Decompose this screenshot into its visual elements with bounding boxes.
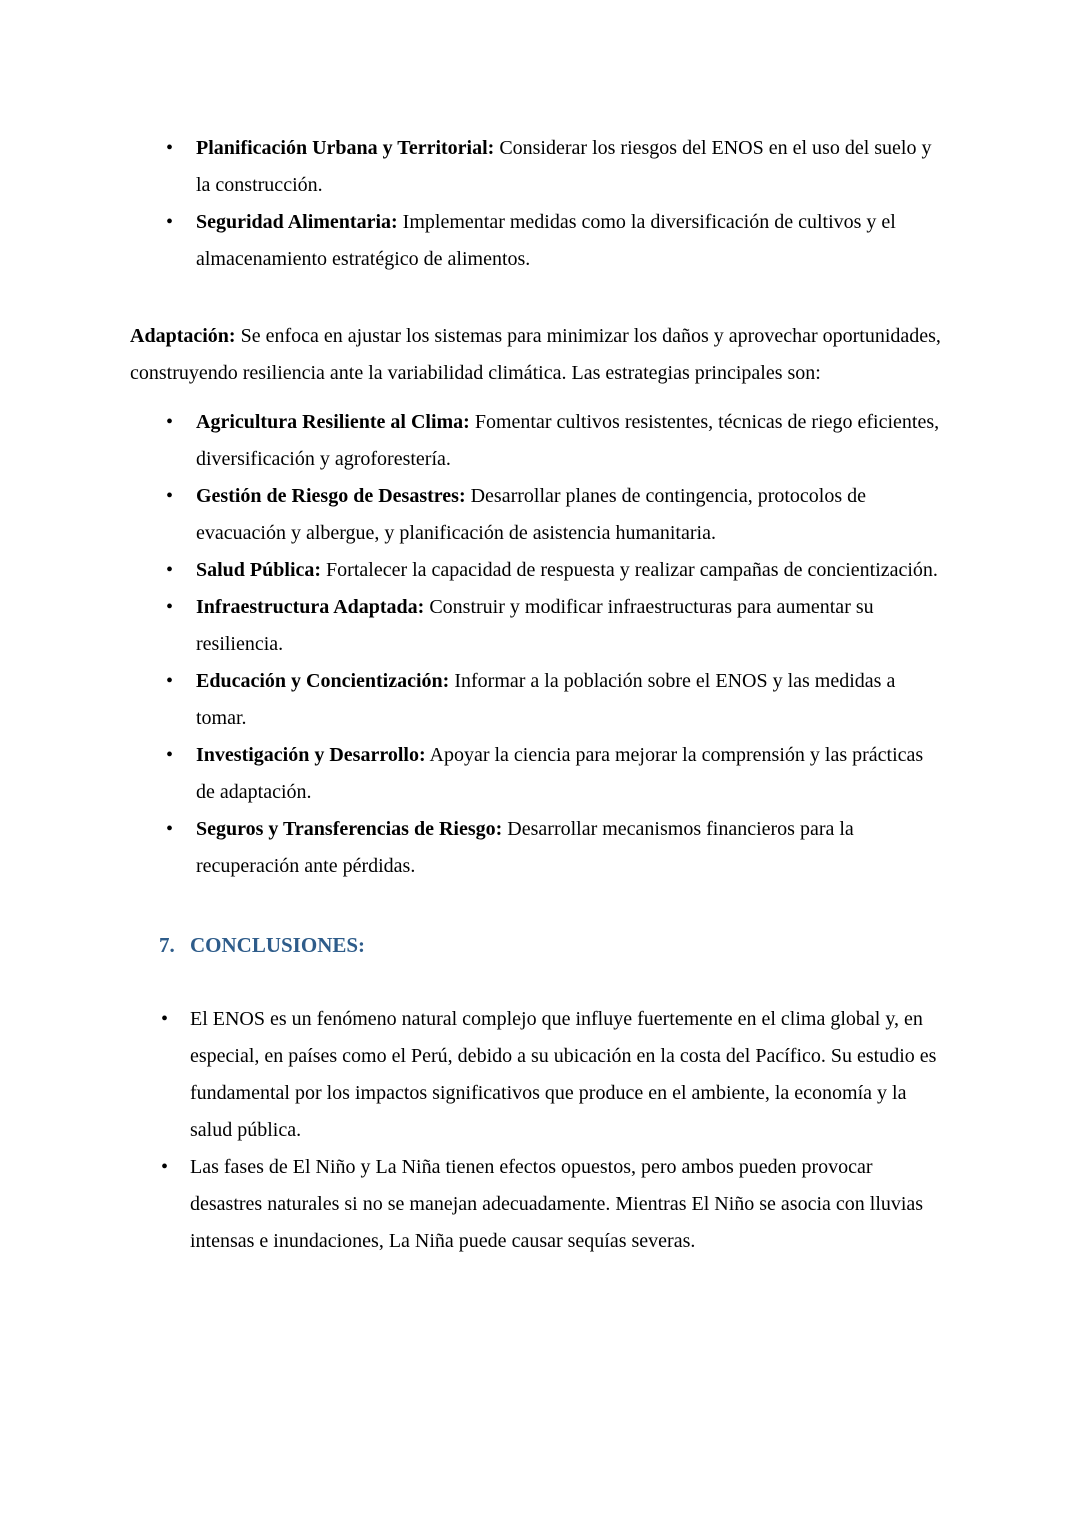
list-item-text: Construir y modificar infraestructuras para aumentar su resiliencia. xyxy=(196,596,874,655)
spacer xyxy=(130,392,945,404)
mitigation-bullet-list xyxy=(130,130,945,278)
list-item-text: Fortalecer la capacidad de respuesta y realizar campañas de concientización. xyxy=(321,559,938,581)
list-item-lead: Seguridad Alimentaria: xyxy=(196,211,398,233)
list-item xyxy=(130,404,945,478)
section-title: CONCLUSIONES: xyxy=(190,933,366,957)
list-item-text: El ENOS es un fenómeno natural complejo que influye fuertemente en el clima global y, en especial, en países como el Perú, debido a su ubicación en la costa del Pacífico. Su estudio es fundamental por los impactos significativos que produce en el ambiente, la economía y la salud pública. xyxy=(190,1008,937,1141)
list-item-text: Implementar medidas como la diversificación de cultivos y el almacenamiento estratégico de alimentos. xyxy=(196,211,896,270)
list-item xyxy=(130,663,945,737)
list-item xyxy=(130,130,945,204)
list-item-text: Desarrollar mecanismos financieros para la recuperación ante pérdidas. xyxy=(196,818,854,877)
bullet-icon: • xyxy=(166,137,174,159)
adaptation-bullet-list xyxy=(130,404,945,885)
bullet-icon: • xyxy=(166,744,174,766)
list-item xyxy=(130,204,945,278)
list-item-text: Informar a la población sobre el ENOS y las medidas a tomar. xyxy=(196,670,896,729)
list-item-lead: Agricultura Resiliente al Clima: xyxy=(196,411,470,433)
list-item-lead: Infraestructura Adaptada: xyxy=(196,596,425,618)
list-item-lead: Planificación Urbana y Territorial: xyxy=(196,137,495,159)
bullet-icon: • xyxy=(166,411,174,433)
list-item-lead: Seguros y Transferencias de Riesgo: xyxy=(196,818,503,840)
list-item xyxy=(130,478,945,552)
list-item xyxy=(130,737,945,811)
list-item xyxy=(130,1149,945,1260)
list-item-lead: Investigación y Desarrollo: xyxy=(196,744,426,766)
list-item-text: Desarrollar planes de contingencia, protocolos de evacuación y albergue, y planificación de asistencia humanitaria. xyxy=(196,485,867,544)
adaptation-paragraph xyxy=(130,318,945,392)
list-item-text: Considerar los riesgos del ENOS en el uso del suelo y la construcción. xyxy=(196,137,932,196)
section-heading-conclusiones xyxy=(130,927,1005,964)
list-item xyxy=(130,552,945,589)
list-item xyxy=(130,589,945,663)
spacer xyxy=(130,885,945,927)
bullet-icon: • xyxy=(166,559,174,581)
list-item-text: Las fases de El Niño y La Niña tienen efectos opuestos, pero ambos pueden provocar desastres naturales si no se manejan adecuadamente. Mientras El Niño se asocia con lluvias intensas e inundaciones, La Niña puede causar sequías severas. xyxy=(190,1156,924,1252)
list-item-lead: Gestión de Riesgo de Desastres: xyxy=(196,485,466,507)
bullet-icon: • xyxy=(166,596,174,618)
list-item xyxy=(130,1001,945,1149)
list-item-lead: Educación y Concientización: xyxy=(196,670,450,692)
list-item-text: Fomentar cultivos resistentes, técnicas de riego eficientes, diversificación y agroforestería. xyxy=(196,411,940,470)
bullet-icon: • xyxy=(166,211,174,233)
bullet-icon: • xyxy=(166,818,174,840)
bullet-icon: • xyxy=(166,670,174,692)
adaptation-paragraph-text: Se enfoca en ajustar los sistemas para minimizar los daños y aprovechar oportunidades, construyendo resiliencia ante la variabilidad climática. Las estrategias principales son: xyxy=(130,325,941,384)
bullet-icon: • xyxy=(166,485,174,507)
list-item-lead: Salud Pública: xyxy=(196,559,322,581)
bullet-icon: • xyxy=(161,1156,169,1178)
list-item xyxy=(130,811,945,885)
bullet-icon: • xyxy=(161,1008,169,1030)
section-number: 7. xyxy=(159,933,175,957)
list-item-text: Apoyar la ciencia para mejorar la comprensión y las prácticas de adaptación. xyxy=(196,744,924,803)
conclusions-bullet-list xyxy=(130,1001,945,1260)
adaptation-paragraph-lead: Adaptación: xyxy=(130,325,236,347)
spacer xyxy=(130,964,945,1001)
spacer xyxy=(130,278,945,318)
